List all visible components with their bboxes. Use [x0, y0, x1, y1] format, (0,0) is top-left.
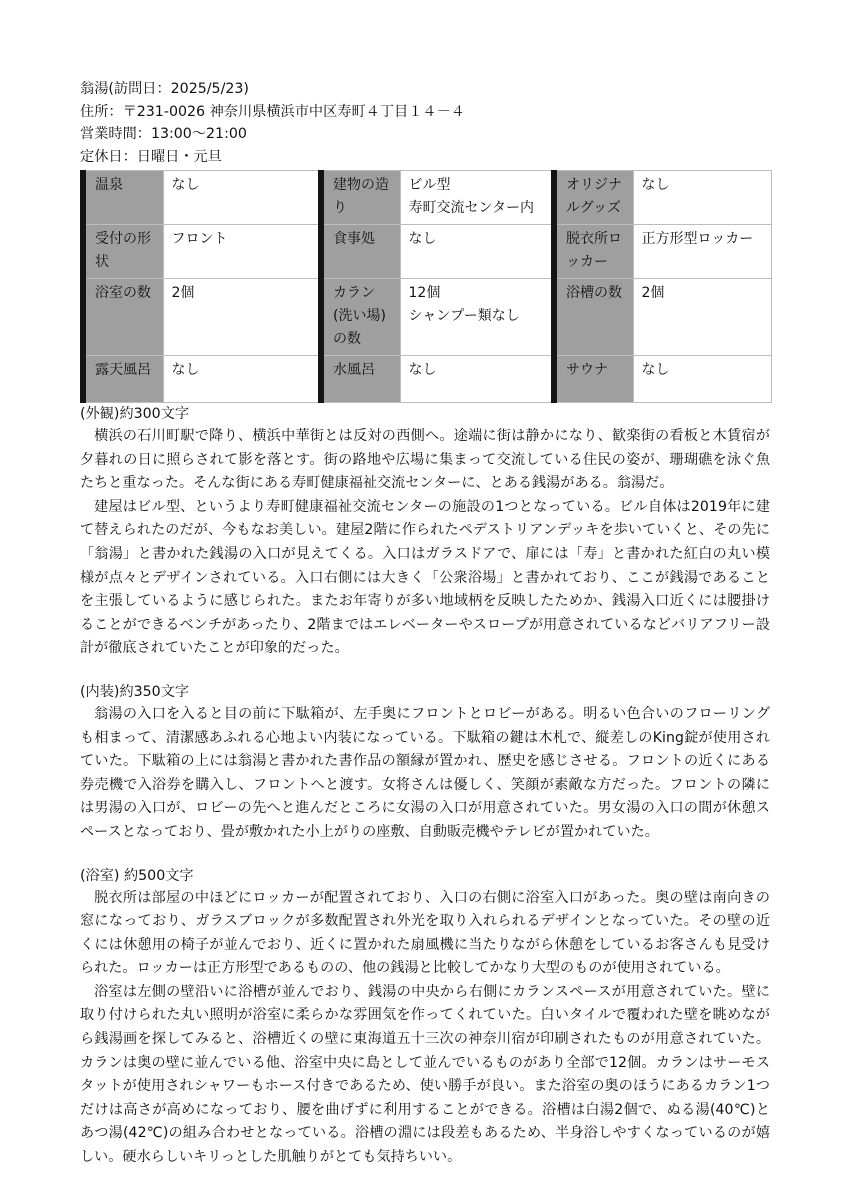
spec-label-outdoor-bath: 露天風呂	[83, 356, 163, 403]
spec-label-restaurant: 食事処	[321, 225, 400, 279]
spec-label-sauna: サウナ	[554, 356, 633, 403]
spec-value-locker: 正方形型ロッカー	[633, 225, 771, 279]
paragraph-exterior-1: 横浜の石川町駅で降り、横浜中華街とは反対の西側へ。途端に街は静かになり、歓楽街の看板と木賃宿が夕暮れの日に照らされて影を落とす。街の路地や広場に集まって交流している住民の姿が、珊瑚礁を泳ぐ魚たちと重なった。そんな街にある寿町健康福祉交流センターに、とある銭湯がある。翁湯だ。	[80, 428, 770, 492]
spec-label-goods: オリジナルグッズ	[554, 171, 633, 225]
table-row	[83, 171, 771, 225]
document-page	[80, 78, 770, 1170]
paragraph-bath-2: 浴室は左側の壁沿いに浴槽が並んでおり、銭湯の中央から右側にカランスペースが用意されていた。壁に取り付けられた丸い照明が浴室に柔らかな雰囲気を作ってくれていた。白いタイルで覆われた壁を眺めながら銭湯画を探してみると、浴槽近くの壁に東海道五十三次の神奈川宿が印刷されたものが用意されていた。カランは奥の壁に並んでいる他、浴室中央に島として並んでいるものがあり全部で12個。カランはサーモスタットが使用されシャワーもホース付きであるため、使い勝手が良い。また浴室の奥のほうにあるカラン1つだけは高さが高めになっており、腰を曲げずに利用することができる。浴槽は白湯2個で、ぬる湯(40℃)とあつ湯(42℃)の組み合わせとなっている。浴槽の淵には段差もあるため、半身浴しやすくなっているのが嬉しい。硬水らしいキリっとした肌触りがとても気持ちいい。	[80, 983, 770, 1166]
spacer	[80, 845, 770, 865]
spec-value-building	[400, 171, 554, 225]
spec-value-building-line2: 寿町交流センター内	[408, 200, 534, 216]
section-title-interior: (内装)約350文字	[80, 683, 190, 700]
spec-value-faucets-line1: 12個	[408, 285, 441, 301]
hours-line: 営業時間：13:00〜21:00	[80, 126, 247, 142]
table-row	[83, 356, 771, 403]
spec-value-bathrooms: 2個	[163, 279, 321, 356]
spec-label-reception: 受付の形状	[83, 225, 163, 279]
spec-table	[80, 170, 772, 403]
spec-value-hot-spring: なし	[163, 171, 321, 225]
spec-value-sauna: なし	[633, 356, 771, 403]
spec-label-hot-spring: 温泉	[83, 171, 163, 225]
section-title-exterior: (外観)約300文字	[80, 406, 190, 422]
spec-value-reception: フロント	[163, 225, 321, 279]
spec-value-tubs: 2個	[633, 279, 771, 356]
spec-label-tubs: 浴槽の数	[554, 279, 633, 356]
spec-label-locker: 脱衣所ロッカー	[554, 225, 633, 279]
spec-value-goods: なし	[633, 171, 771, 225]
spec-label-cold-bath: 水風呂	[321, 356, 400, 403]
spacer	[80, 661, 770, 681]
spec-value-restaurant: なし	[400, 225, 554, 279]
spec-value-building-line1: ビル型	[408, 177, 451, 193]
closed-days-line: 定休日：日曜日・元旦	[80, 148, 222, 165]
table-row	[83, 279, 771, 356]
spec-label-bathrooms: 浴室の数	[83, 279, 163, 356]
spec-label-building: 建物の造り	[321, 171, 400, 225]
spec-label-faucets: カラン(洗い場)の数	[321, 279, 400, 356]
table-row	[83, 225, 771, 279]
address-line: 住所：〒231-0026 神奈川県横浜市中区寿町４丁目１４－４	[80, 103, 465, 120]
document-title: 翁湯(訪問日：2025/5/23)	[80, 81, 249, 97]
paragraph-exterior-2: 建屋はビル型、というより寿町健康福祉交流センターの施設の1つとなっている。ビル自体は2019年に建て替えられたのだが、今もなお美しい。建屋2階に作られたペデストリアンデッキを歩いていくと、その先に「翁湯」と書かれた銭湯の入口が見えてくる。入口はガラスドアで、扉には「寿」と書かれた紅白の丸い模様が点々とデザインされている。入口右側には大きく「公衆浴場」と書かれており、ここが銭湯であることを主張しているように感じられた。またお年寄りが多い地域柄を反映したためか、銭湯入口近くには腰掛けることができるベンチがあったり、2階まではエレベーターやスロープが用意されているなどバリアフリー設計が徹底されていたことが印象的だった。	[80, 498, 770, 657]
spec-value-outdoor-bath: なし	[163, 356, 321, 403]
spec-value-cold-bath: なし	[400, 356, 554, 403]
section-title-bath: (浴室) 約500文字	[80, 867, 194, 884]
spec-value-faucets-line2: シャンプー類なし	[408, 308, 520, 324]
paragraph-bath-1: 脱衣所は部屋の中ほどにロッカーが配置されており、入口の右側に浴室入口があった。奥の壁は南向きの窓になっており、ガラスブロックが多数配置され外光を取り入れられるデザインとなっていた。その壁の近くには休憩用の椅子が並んでおり、近くに置かれた扇風機に当たりながら休憩をしているお客さんも見受けられた。ロッカーは正方形型であるものの、他の銭湯と比較してかなり大型のものが使用されている。	[80, 889, 770, 977]
spec-value-faucets	[400, 279, 554, 356]
paragraph-interior-1: 翁湯の入口を入ると目の前に下駄箱が、左手奥にフロントとロビーがある。明るい色合いのフローリングも相まって、清潔感あふれる心地よい内装になっている。下駄箱の鍵は木札で、縦差しのKing錠が使用されていた。下駄箱の上には翁湯と書かれた書作品の額縁が置かれ、歴史を感じさせる。フロントの近くにある券売機で入浴券を購入し、フロントへと渡す。女将さんは優しく、笑顔が素敵な方だった。フロントの隣には男湯の入口が、ロビーの先へと進んだところに女湯の入口が用意されていた。男女湯の入口の間が休憩スペースとなっており、畳が敷かれた小上がりの座敷、自動販売機やテレビが置かれていた。	[80, 705, 770, 840]
